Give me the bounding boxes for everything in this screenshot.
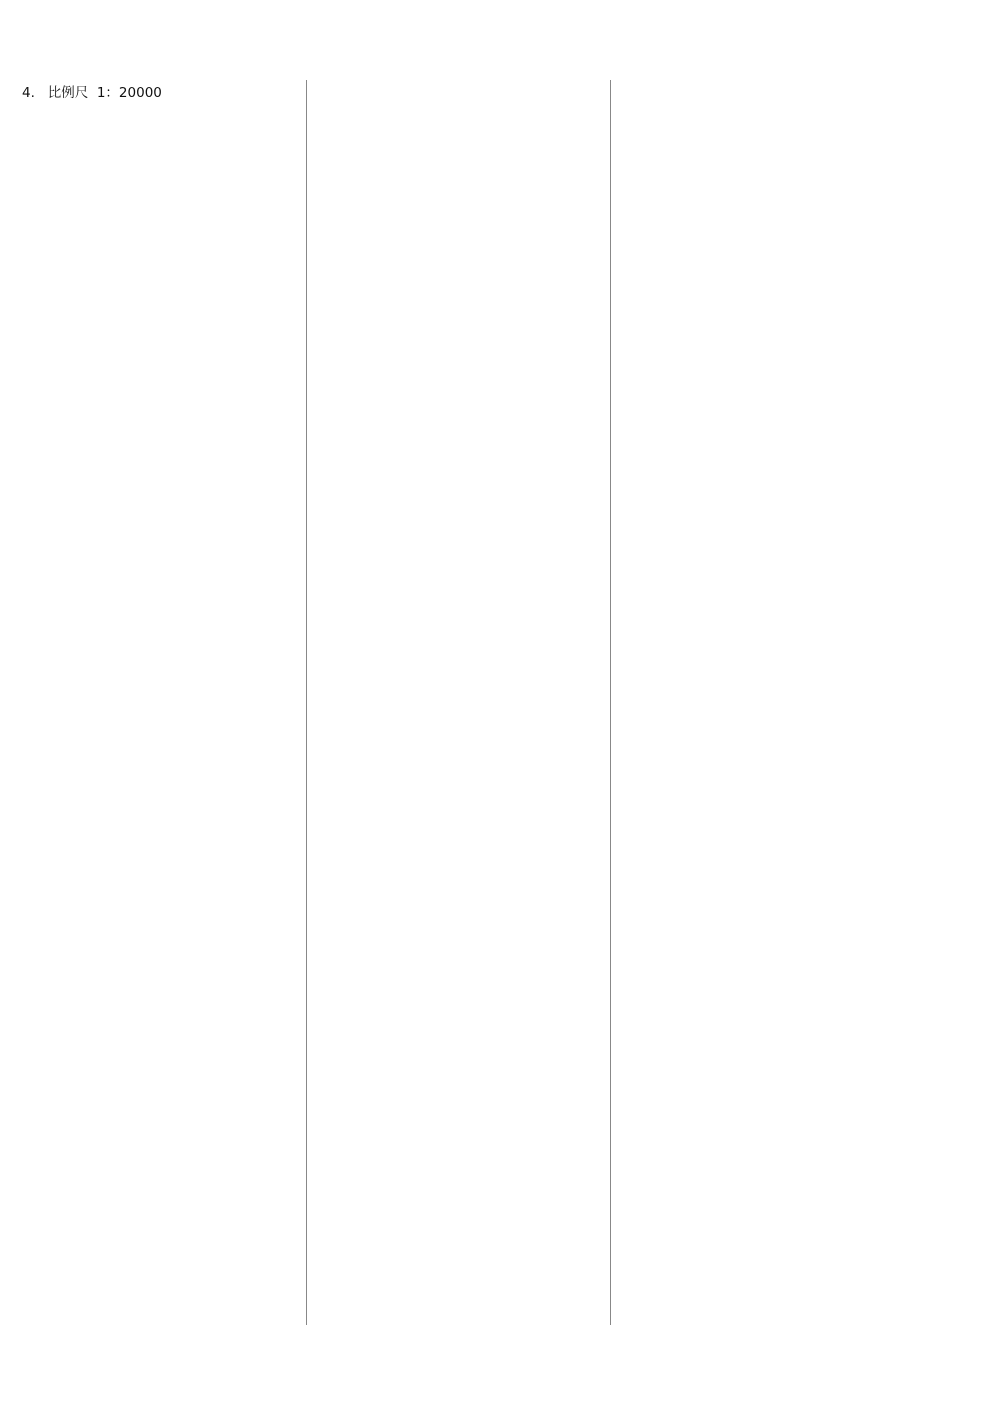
column-left [22,85,298,102]
answer-line: 4. 比例尺 1：20000 [22,85,162,101]
column-divider [306,80,307,1325]
column-divider [610,80,611,1325]
